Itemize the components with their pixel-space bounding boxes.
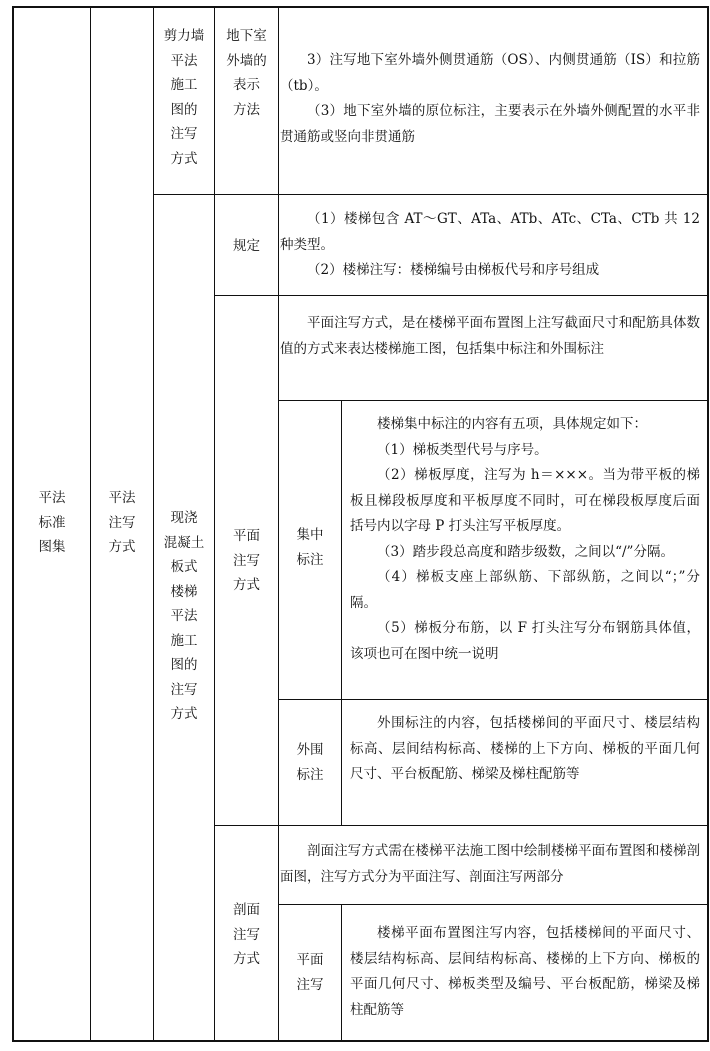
basement-wall-line: 表示 [233,77,260,93]
category-line: 图集 [38,539,66,555]
central-notation-text: （1）梯板类型代号与序号。 [377,441,548,458]
stair-line: 施工 [170,632,198,649]
section-plan-line: 注写 [296,976,324,993]
stair-line: 平法 [170,608,198,624]
central-notation-content [350,412,700,667]
rules-content [280,207,700,284]
plan-notation-line: 方式 [233,577,260,593]
section-plan-line: 平面 [296,952,324,968]
central-notation-text: （4）梯板支座上部纵筋、下部纵筋，之间以“；”分隔。 [350,569,700,611]
section-plan-content [350,921,700,1023]
category-label [14,486,90,560]
section-notation-line: 方式 [233,951,260,967]
rules-text: （2）楼梯注写：楼梯编号由梯板代号和序号组成 [307,262,600,278]
section-plan-label [279,948,341,997]
plan-notation-text: 平面注写方式，是在楼梯平面布置图上注写截面尺寸和配筋具体数值的方式来表达楼梯施工图，包括集中标注和外围标注 [280,315,700,357]
section-notation-line: 注写 [233,926,260,943]
stair-line: 图的 [170,657,198,673]
central-notation-line: 集中 [296,527,324,543]
section-notation-label [215,898,278,972]
section-plan-text: 楼梯平面布置图注写内容，包括楼梯间的平面尺寸、楼层结构标高、层间结构标高、楼梯的上下方向、梯板的平面几何尺寸、梯板类型及编号、平台板配筋，梯梁及梯柱配筋等 [350,925,700,1018]
stair-label [154,506,214,727]
basement-wall-text: 3）注写地下室外墙外侧贯通筋（OS）、内侧贯通筋（IS）和拉筋（tb）。 [280,52,700,94]
plan-notation-line: 平面 [233,528,260,544]
stair-line: 板式 [170,559,198,575]
rules-label: 规定 [233,238,260,254]
stair-line: 楼梯 [170,583,198,600]
stair-line: 现浇 [170,510,198,526]
plan-notation-label [215,524,278,598]
basement-wall-text: （3）地下室外墙的原位标注，主要表示在外墙外侧配置的水平非贯通筋或竖向非贯通筋 [280,103,700,145]
method-line: 平法 [108,490,136,506]
outer-notation-line: 标注 [296,766,324,783]
plan-notation-line: 注写 [233,552,260,569]
basement-wall-content [280,48,700,150]
stair-line: 混凝土 [163,534,205,551]
spec-table [12,6,709,1042]
outer-notation-content [350,711,700,788]
category-line: 平法 [38,490,66,506]
section-notation-intro [280,839,700,890]
section-notation-text: 剖面注写方式需在楼梯平法施工图中绘制楼梯平面布置图和楼梯剖面图，注写方式分为平面注写、剖面注写两部分 [280,843,700,885]
central-notation-text: （2）梯板厚度，注写为 h＝×××。当为带平板的梯板且梯段板厚度和平板厚度不同时，可在梯段板厚度后面括号内以字母 P 打头注写平板厚度。 [350,467,700,534]
stair-line: 注写 [170,681,198,698]
outer-notation-text: 外围标注的内容，包括楼梯间的平面尺寸、楼层结构标高、层间结构标高、楼梯的上下方向、梯板的平面几何尺寸、平台板配筋、梯梁及梯柱配筋等 [350,715,700,782]
shear-wall-line: 平法 [170,52,198,69]
shear-wall-line: 注写 [170,126,198,142]
central-notation-line: 标注 [296,551,324,568]
method-line: 方式 [108,539,136,555]
shear-wall-line: 图的 [170,101,198,118]
shear-wall-label [154,24,214,171]
category-line: 标准 [38,514,66,531]
shear-wall-line: 施工 [170,77,198,93]
basement-wall-line: 方法 [233,101,260,118]
section-notation-line: 剖面 [233,902,260,918]
method-line: 注写 [108,514,136,531]
basement-wall-line: 地下室 [226,28,267,44]
shear-wall-line: 方式 [170,150,198,167]
central-notation-text: （5）梯板分布筋，以 F 打头注写分布钢筋具体值，该项也可在图中统一说明 [350,620,700,662]
central-notation-text: （3）踏步段总高度和踏步级数，之间以“/”分隔。 [377,543,674,560]
central-notation-text: 楼梯集中标注的内容有五项，具体规定如下： [377,416,647,432]
central-notation-label [279,523,341,572]
outer-notation-line: 外围 [296,742,324,758]
rules-text: （1）楼梯包含 AT～GT、ATa、ATb、ATc、CTa、CTb 共 12 种类型。 [280,211,700,253]
outer-notation-label [279,738,341,787]
plan-notation-intro [280,311,700,362]
stair-line: 方式 [170,706,198,722]
shear-wall-line: 剪力墙 [163,28,205,44]
basement-wall-line: 外墙的 [226,52,267,69]
basement-wall-label [215,24,278,122]
method-label [91,486,153,560]
